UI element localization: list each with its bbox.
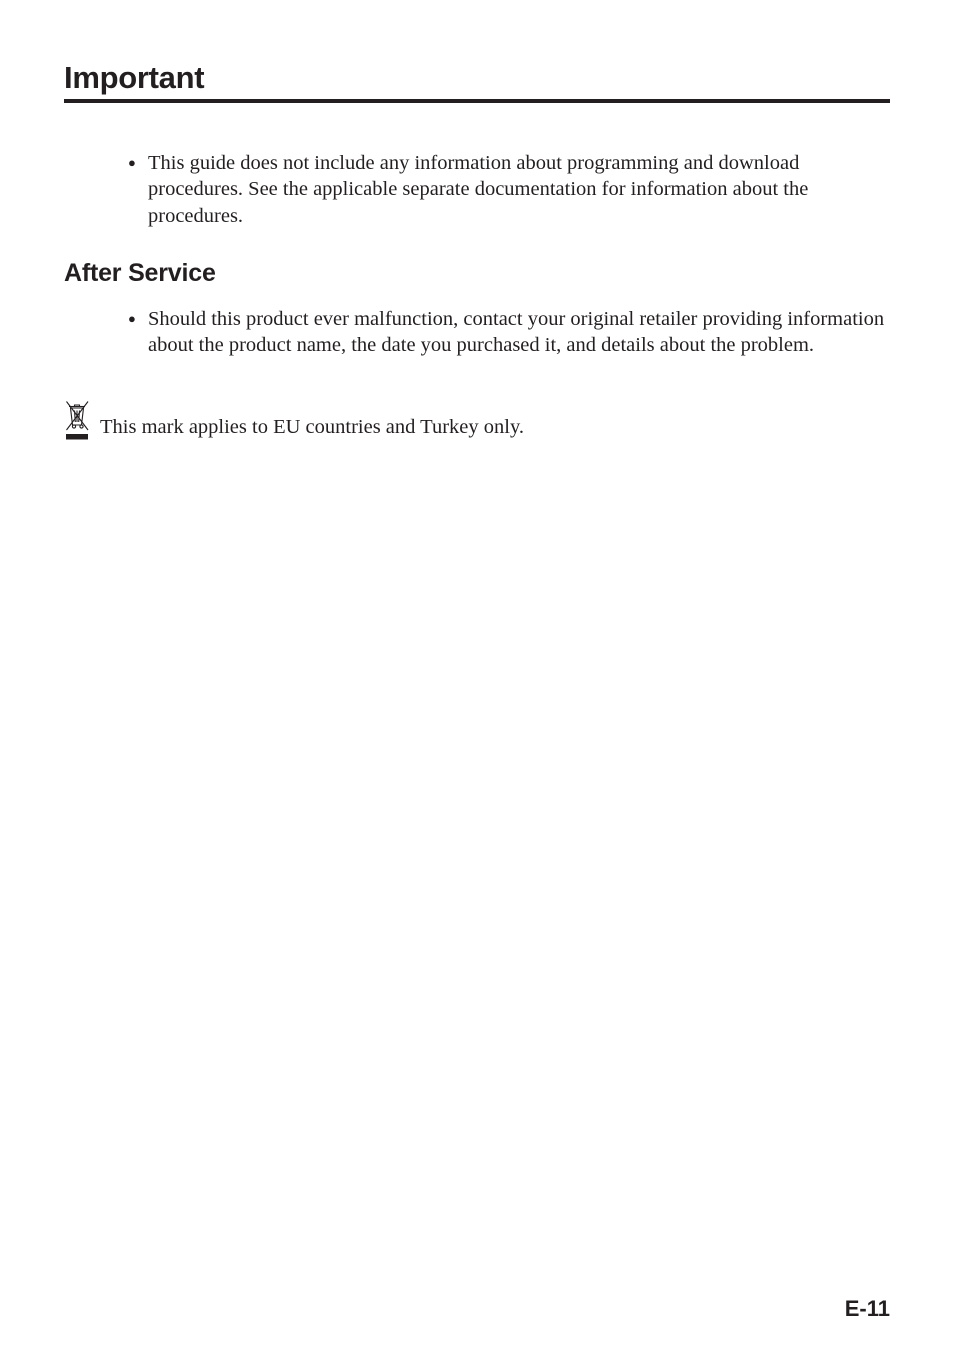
page-number: E-11 [844, 1296, 890, 1321]
bullet-icon: ● [128, 311, 136, 326]
important-bullet-list [128, 150, 890, 229]
list-item [128, 150, 890, 229]
section-heading-after-service: After Service [64, 259, 216, 287]
bullet-text: This guide does not include any information about programming and download procedures. See the applicable separate documentation for information about the procedures. [148, 152, 809, 227]
after-service-bullet-list [128, 306, 890, 359]
bullet-icon: ● [128, 155, 136, 170]
crossed-out-wheeled-bin-icon [63, 400, 91, 442]
bullet-text: Should this product ever malfunction, contact your original retailer providing information about the product name, the date you purchased it, and details about the problem. [148, 308, 885, 357]
list-item [128, 306, 890, 359]
title-rule [64, 99, 890, 103]
eu-mark-note: This mark applies to EU countries and Turkey only. [100, 416, 524, 438]
page-title: Important [64, 60, 205, 95]
